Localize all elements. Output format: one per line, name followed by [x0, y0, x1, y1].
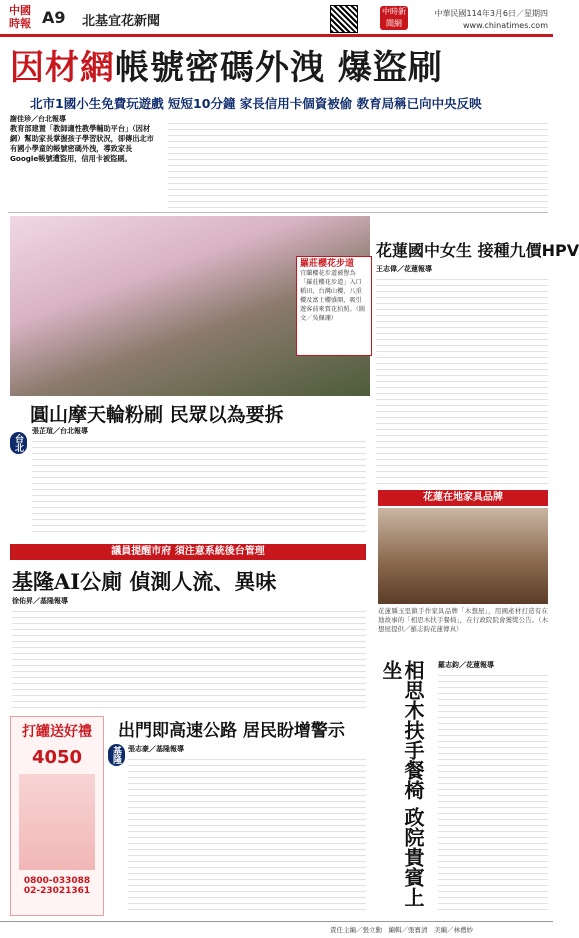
- councilor-banner: 議員提醒市府 須注意系統後台管理: [10, 544, 366, 560]
- qr-code-icon[interactable]: [330, 5, 358, 33]
- issue-info: [420, 8, 548, 32]
- section-name: 北基宜花新聞: [82, 14, 161, 29]
- ad-price: 4050: [31, 747, 83, 768]
- page-number: A9: [42, 8, 66, 27]
- ferris-byline: 張芷瑄／台北報導: [32, 427, 88, 435]
- website[interactable]: www.chinatimes.com: [463, 21, 548, 30]
- road-tag: 基隆: [108, 744, 125, 766]
- lead-subheadline: 北市1國小生免費玩遊戲 短短10分鐘 家長信用卡個資被偷 教育局稱已向中央反映: [30, 96, 482, 111]
- keelung-body-text: [12, 606, 366, 710]
- hpv-byline: 王志偉／花蓮報導: [376, 265, 432, 273]
- road-body-text: [128, 754, 366, 914]
- ad-product-image: [19, 774, 95, 870]
- footer-credits: 責任主編／張立勳 編輯／張寶清 美編／林禮妙: [330, 926, 473, 934]
- road-byline: 張志豪／基隆報導: [128, 745, 184, 753]
- ferris-body-text: [32, 436, 366, 536]
- chair-body-text: [438, 670, 548, 914]
- chair-byline: 羅志鈞／花蓮報導: [438, 661, 494, 669]
- keelung-byline: 徐佑昇／基隆報導: [12, 597, 68, 605]
- photo-caption: [296, 256, 372, 356]
- divider: [8, 212, 548, 213]
- ad-title: 打罐送好禮: [22, 724, 92, 740]
- photo-caption-title: 羅莊櫻花步道: [300, 259, 355, 269]
- lead-headline: [10, 40, 550, 89]
- lead-byline: 謝佳珍／台北報導: [10, 115, 66, 123]
- headline-red: 因材網: [10, 48, 115, 88]
- brand-badge: 中時新聞網: [382, 7, 406, 28]
- date-line: 中華民國114年3月6日／星期四: [434, 9, 548, 18]
- ferris-headline: 圓山摩天輪粉刷 民眾以為要拆: [30, 404, 284, 426]
- chair-photo: [378, 508, 548, 604]
- newspaper-logo: 中國時報: [9, 4, 31, 30]
- lead-paragraph: 教育部建置「教師適性教學輔助平台」（因材網）幫助家長掌握孩子學習狀況，卻傳出北市有國小學童的帳號密碼外洩，導致家長Google帳號遭盜用，信用卡被盜刷。: [10, 124, 154, 163]
- chair-headline: 相思木扶手餐椅 政院貴賓上坐: [379, 660, 425, 907]
- photo-caption-text: 宜蘭櫻花步道被譽為「羅莊櫻花步道」入口稻田，台灣山櫻、八重櫻及富士櫻盛開，吸引遊客前來賞花拍照。（圖文／吳佩珊）: [300, 270, 365, 322]
- ad-phone-2[interactable]: 02-23021361: [23, 886, 91, 896]
- lead-body-text: [168, 118, 548, 208]
- art-label: 花蓮在地家具品牌: [378, 490, 548, 506]
- road-headline: 出門即高速公路 居民盼增警示: [118, 721, 345, 741]
- header-divider: [0, 34, 553, 37]
- ad-phone[interactable]: 0800-033088: [23, 876, 91, 886]
- keelung-headline: 基隆AI公廁 偵測人流、異味: [12, 569, 277, 594]
- headline-black: 帳號密碼外洩 爆盜刷: [115, 48, 443, 88]
- hpv-body-text: [376, 274, 548, 484]
- art-caption: 花蓮縣玉里鎮手作家具品牌「木想屋」，用國產材打造有在地故事的「相思木扶手餐椅」，在行政院院會獲獎公告。（木想屋提供／羅志鈞花蓮傳真）: [378, 607, 548, 633]
- footer-divider: [0, 921, 553, 922]
- advertisement[interactable]: [10, 716, 104, 916]
- ferris-tag: 台北: [10, 432, 27, 454]
- hpv-headline: 花蓮國中女生 接種九價HPV: [376, 241, 579, 260]
